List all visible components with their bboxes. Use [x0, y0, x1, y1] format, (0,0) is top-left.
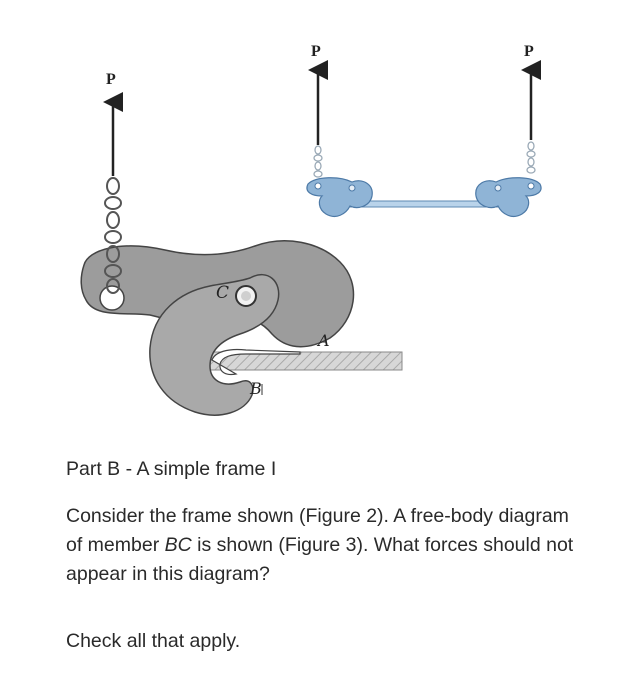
question-pre: Consider the frame shown (Figure 2). A free-body diagram of member: [66, 505, 569, 556]
label-p-left: P: [106, 71, 116, 88]
chain-mid: [314, 146, 322, 177]
label-a: A: [318, 331, 330, 350]
left-clamp-pin: [349, 185, 355, 191]
right-clamp-hole: [528, 183, 534, 189]
label-c: C: [216, 283, 230, 303]
chain-right: [527, 142, 535, 173]
part-title: Part B - A simple frame I: [66, 458, 277, 480]
question-member: BC: [164, 534, 192, 556]
question-post: is shown (Figure 3). What forces should not appear in this diagram?: [66, 534, 574, 585]
instruction-text: Check all that apply.: [66, 630, 241, 652]
left-pin-hole: [100, 286, 124, 310]
question-text: [66, 502, 586, 589]
main-frame-diagram: [81, 71, 402, 415]
label-b: B: [250, 379, 262, 398]
pin-c-center: [241, 291, 251, 301]
right-clamp-pin: [495, 185, 501, 191]
spreader-bar-diagram: [307, 43, 541, 216]
label-p-mid: P: [311, 43, 321, 60]
left-clamp-hole: [315, 183, 321, 189]
label-p-right: P: [524, 43, 534, 60]
